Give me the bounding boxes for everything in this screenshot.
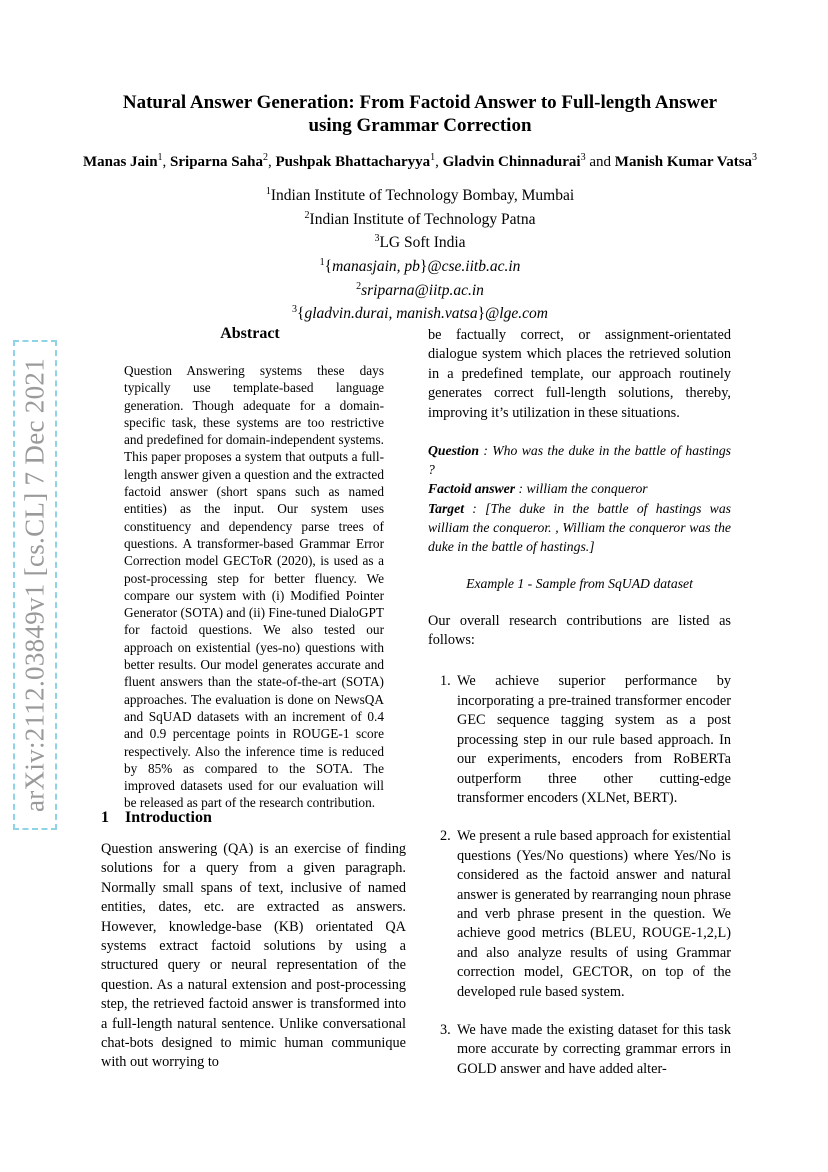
abstract-heading: Abstract xyxy=(220,325,280,342)
right-column xyxy=(428,326,731,1098)
email-names: manasjain, pb xyxy=(332,258,420,276)
title-line-2: using Grammar Correction xyxy=(308,115,532,136)
example-question-text: Who was the duke in the battle of hastings ? xyxy=(428,443,731,478)
contributions-intro: Our overall research contributions are listed as follows: xyxy=(428,612,731,649)
email-names: gladvin.durai, manish.vatsa xyxy=(304,305,478,323)
example-block xyxy=(428,441,731,556)
intro-paragraph: Question answering (QA) is an exercise of finding solutions for a query from a given paragraph. Normally small spans of text, inclusive of named entities, dates, etc. are extracted as answers. However, knowledge-base (KB) orientated QA systems extract factoid solutions by using a structured query or neural representation of the question. As a natural extension and post-processing step, the retrieved factoid answer is transformed into a full-length natural sentence. Unlike conversational chat-bots designed to mimic human communique with out worrying to xyxy=(101,841,406,1071)
affil-sup: 1 xyxy=(265,186,271,197)
affiliation-line xyxy=(100,182,740,206)
affiliation-line xyxy=(100,206,740,230)
example-factoid-label: Factoid answer xyxy=(428,481,516,497)
author-name: Gladvin Chinnadurai xyxy=(442,154,581,170)
list-item xyxy=(428,827,731,1002)
brace-close: } xyxy=(419,258,428,276)
email-domain: @cse.iitb.ac.in xyxy=(427,258,521,276)
author-separator: , xyxy=(162,154,171,170)
email-line xyxy=(100,277,740,301)
label-separator: : xyxy=(478,443,493,459)
affil-sup: 3 xyxy=(374,233,380,245)
section-heading-introduction xyxy=(101,809,411,827)
author-conjunction: and xyxy=(585,154,615,170)
author-affil-sup: 3 xyxy=(752,152,758,163)
example-target-text: [The duke in the battle of hastings was william the conqueror. , William the conqueror was the duke in the battle of hastings.] xyxy=(428,500,731,555)
affil-sup: 1 xyxy=(319,256,325,268)
author-affil-sup: 2 xyxy=(263,152,268,163)
author-name: Manas Jain xyxy=(82,154,158,170)
email-address: sriparna@iitp.ac.in xyxy=(361,281,484,299)
affiliation-line xyxy=(100,229,740,253)
example-factoid-text: william the conqueror xyxy=(526,481,648,497)
list-item xyxy=(428,672,731,808)
author-list xyxy=(30,148,810,172)
section-number: 1 xyxy=(101,809,109,826)
list-marker: 2. xyxy=(440,828,451,845)
brace-open: { xyxy=(297,305,305,323)
arxiv-stamp xyxy=(13,340,57,830)
email-line xyxy=(100,300,740,324)
intro-continuation: be factually correct, or assignment-orientated dialogue system which places the retrieved solution in a predefined template, our approach routinely generates correct full-length solutions, thereby, improving it’s utilization in these situations. xyxy=(428,327,731,421)
label-separator: : xyxy=(464,500,486,516)
author-separator: , xyxy=(268,154,276,170)
email-line xyxy=(100,253,740,277)
affil-sup: 3 xyxy=(292,304,298,316)
title-line-1: Natural Answer Generation: From Factoid Answer to Full-length Answer xyxy=(122,92,718,113)
example-question-label: Question xyxy=(428,443,479,459)
brace-open: { xyxy=(324,258,333,276)
affiliation-text: Indian Institute of Technology Patna xyxy=(309,210,536,228)
list-marker: 1. xyxy=(440,673,451,690)
abstract-text: Question Answering systems these days typically use template-based language generation. Though adequate for a domain-specific task, these systems are too restrictive and predefined for domain-independent systems. This paper proposes a system that outputs a full-length answer given a question and the extracted factoid answer (short spans such as named entities) as the input. Our system uses constituency and dependency parse trees of questions. A transformer-based Grammar Error Correction model GECToR (2020), is used as a post-processing step for better fluency. We compare our system with (i) Modified Pointer Generator (SOTA) and (ii) Fine-tuned DialoGPT for factoid questions. We also tested our approach on existential (yes-no) questions with better results. Our model generates accurate and fluent answers than the state-of-the-art (SOTA) approaches. The evaluation is done on NewsQA and SqUAD datasets with an increment of 0.4 and 0.9 percentage points in ROUGE-1 score respectively. Also the inference time is reduced by 85% as compared to the SOTA. The improved datasets used for our evaluation will be released as part of the research contribution. xyxy=(124,363,385,811)
affil-sup: 2 xyxy=(356,280,362,292)
author-separator: , xyxy=(435,154,443,170)
email-domain: @lge.com xyxy=(485,305,548,323)
author-name: Pushpak Bhattacharyya xyxy=(275,154,431,170)
example-caption: Example 1 - Sample from SqUAD dataset xyxy=(466,576,693,592)
affil-sup: 2 xyxy=(304,209,310,221)
author-affil-sup: 1 xyxy=(430,152,436,163)
brace-close: } xyxy=(477,305,486,323)
list-item xyxy=(428,1021,731,1079)
author-affil-sup: 3 xyxy=(580,152,586,163)
example-target-label: Target xyxy=(428,500,464,516)
contributions-list xyxy=(428,672,731,1079)
affiliations xyxy=(100,182,740,324)
author-name: Manish Kumar Vatsa xyxy=(614,154,753,170)
list-item-text: We present a rule based approach for existential questions (Yes/No questions) where Yes/No is considered as the factoid answer and natural answer is generated by rearranging noun phrase and verb phrase present in the question. We achieve good metrics (BLEU, ROUGE-1,2,L) and also analyze results of using Grammar correction model, GECTOR, on top of the developed rule based system. xyxy=(457,828,731,1000)
list-item-text: We have made the existing dataset for this task more accurate by correcting grammar errors in GOLD answer and have added alter- xyxy=(457,1021,731,1077)
label-separator: : xyxy=(515,481,527,497)
list-marker: 3. xyxy=(440,1021,451,1038)
affiliation-text: Indian Institute of Technology Bombay, Mumbai xyxy=(270,187,575,205)
author-name: Sriparna Saha xyxy=(170,154,263,170)
affiliation-text: LG Soft India xyxy=(379,234,466,252)
section-title: Introduction xyxy=(125,809,212,826)
author-affil-sup: 1 xyxy=(157,152,163,163)
paper-title xyxy=(60,91,780,137)
list-item-text: We achieve superior performance by incorporating a pre-trained transformer encoder GEC sequence tagging system as a post processing step in our rule based approach. In our experiments, encoders from RoBERTa outperform three other cutting-edge transformer encoders (XLNet, BERT). xyxy=(457,673,731,806)
arxiv-stamp-text: arXiv:2112.03849v1 [cs.CL] 7 Dec 2021 xyxy=(19,357,50,813)
